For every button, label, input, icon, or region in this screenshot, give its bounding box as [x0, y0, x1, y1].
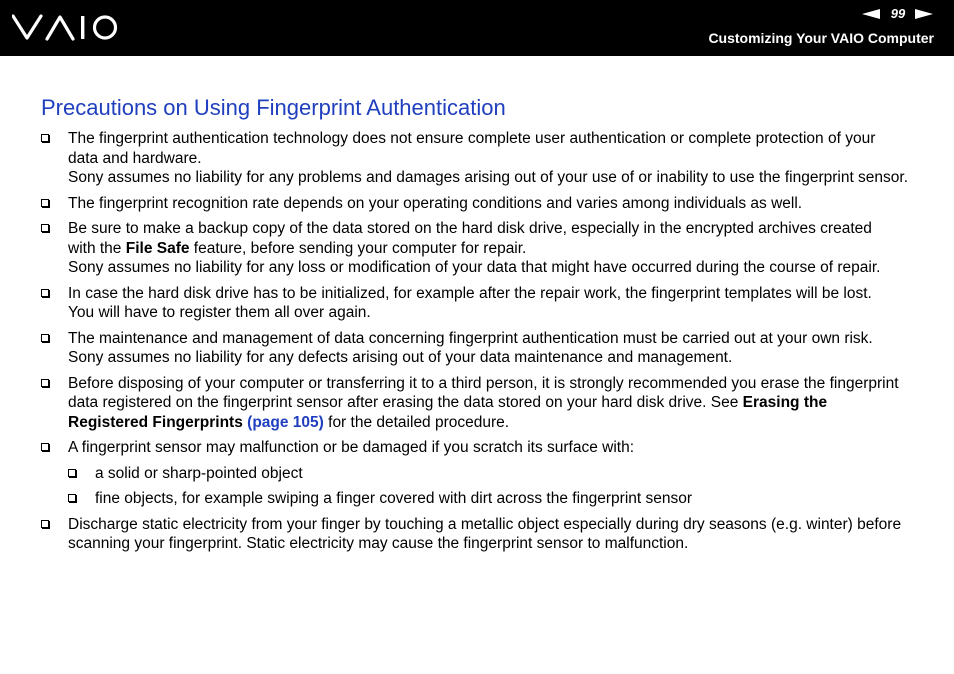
page-title: Precautions on Using Fingerprint Authentication — [41, 95, 506, 120]
sub-list-item — [0, 464, 954, 484]
checkbox-bullet-icon — [41, 289, 49, 297]
precautions-list — [0, 129, 954, 560]
item-text: Discharge static electricity from your finger by touching a metallic object especially during dry seasons (e.g. winter) before — [68, 515, 902, 533]
list-item — [0, 515, 954, 554]
item-text: feature, before sending your computer for repair. — [189, 239, 527, 257]
item-text: data registered on the fingerprint sensor after erasing the data stored on your hard disk drive. See — [68, 394, 743, 411]
checkbox-bullet-icon — [41, 199, 49, 207]
checkbox-bullet-icon — [68, 494, 76, 502]
sub-list-item — [0, 489, 954, 509]
arrow-right-icon[interactable] — [915, 9, 933, 19]
item-text: The fingerprint recognition rate depends on your operating conditions and varies among individuals as well. — [68, 194, 803, 212]
header-bar — [0, 0, 954, 56]
item-text: a solid or sharp-pointed object — [95, 464, 303, 482]
item-text-line — [68, 239, 924, 259]
item-text: with the — [68, 239, 126, 257]
checkbox-bullet-icon — [41, 334, 49, 342]
list-item — [0, 284, 954, 323]
list-item — [0, 219, 954, 278]
item-text: Sony assumes no liability for any loss or modification of your data that might have occurred during the course of repair. — [68, 259, 881, 276]
item-text-line — [68, 413, 924, 433]
checkbox-bullet-icon — [41, 134, 49, 142]
list-item — [0, 374, 954, 433]
checkbox-bullet-icon — [41, 443, 49, 451]
list-item — [0, 329, 954, 368]
item-text: scanning your fingerprint. Static electricity may cause the fingerprint sensor to malfunction. — [68, 535, 689, 552]
item-text: You will have to register them all over again. — [68, 304, 371, 321]
item-text: Sony assumes no liability for any problems and damages arising out of your use of or inability to use the fingerprint sensor. — [68, 169, 909, 186]
list-item — [0, 194, 954, 214]
arrow-left-icon[interactable] — [862, 9, 880, 19]
list-item — [0, 438, 954, 458]
item-text: In case the hard disk drive has to be initialized, for example after the repair work, the fingerprint templates will be lost. — [68, 284, 872, 302]
item-text: data and hardware. — [68, 149, 202, 167]
section-title: Customizing Your VAIO Computer — [708, 30, 934, 46]
item-text: The maintenance and management of data concerning fingerprint authentication must be carried out at your own risk. — [68, 329, 873, 347]
item-text: Before disposing of your computer or transferring it to a third person, it is strongly recommended you erase the fingerprint — [68, 374, 899, 392]
vaio-logo — [12, 14, 120, 42]
item-text: The fingerprint authentication technology does not ensure complete user authentication or complete protection of your — [68, 130, 876, 147]
item-text: fine objects, for example swiping a finger covered with dirt across the fingerprint sensor — [95, 490, 693, 507]
item-text: for the detailed procedure. — [323, 413, 510, 431]
checkbox-bullet-icon — [41, 379, 49, 387]
page-reference-link[interactable]: (page 105) — [247, 413, 324, 431]
page-number: 99 — [890, 6, 906, 21]
item-text: A fingerprint sensor may malfunction or be damaged if you scratch its surface with: — [68, 439, 635, 456]
item-text: Sony assumes no liability for any defects arising out of your data maintenance and management. — [68, 349, 733, 366]
checkbox-bullet-icon — [41, 520, 49, 528]
cross-reference-title: Erasing the — [742, 394, 828, 411]
item-text: Be sure to make a backup copy of the data stored on the hard disk drive, especially in the encrypted archives created — [68, 220, 872, 237]
cross-reference-title: Registered Fingerprints — [68, 413, 243, 431]
list-item — [0, 129, 954, 188]
item-text-line — [68, 393, 924, 413]
feature-name: File Safe — [125, 239, 190, 257]
checkbox-bullet-icon — [41, 224, 49, 232]
checkbox-bullet-icon — [68, 469, 76, 477]
